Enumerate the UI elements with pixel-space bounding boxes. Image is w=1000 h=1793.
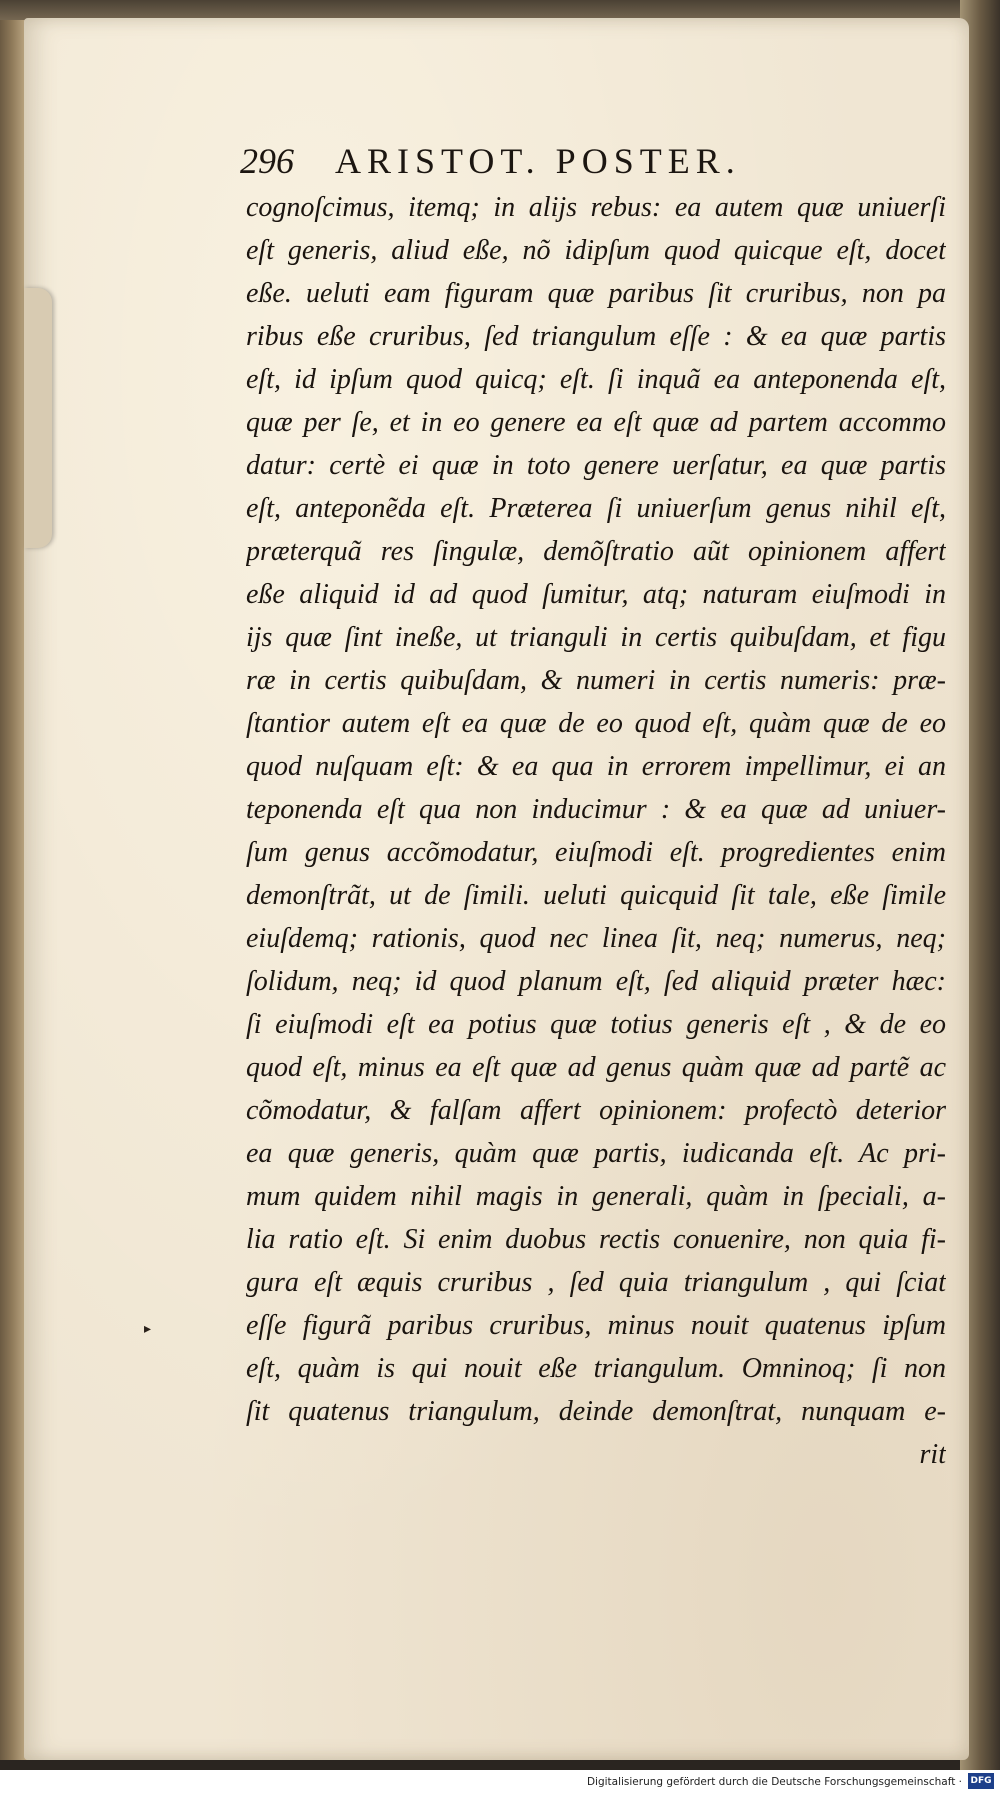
text-line: cõmodatur, & falſam affert opinionem: profectò deterior [246,1095,946,1126]
text-line: quæ per ſe, et in eo genere ea eſt quæ ad partem accommo [246,407,946,438]
text-line: eſſe figurã paribus cruribus, minus nouit quatenus ipſum [246,1310,946,1341]
text-line: ſolidum, neq; id quod planum eſt, ſed aliquid præter hæc: [246,966,946,997]
page-tab-marker [24,288,52,548]
text-line: eſt, quàm is qui nouit eße triangulum. Omninoq; ſi non [246,1353,946,1384]
text-line: quod eſt, minus ea eſt quæ ad genus quàm quæ ad partẽ ac [246,1052,946,1083]
text-line: ræ in certis quibuſdam, & numeri in certis numeris: præ- [246,665,946,696]
text-line: quod nuſquam eſt: & ea qua in errorem impellimur, ei an [246,751,946,782]
text-line: eſt, id ipſum quod quicq; eſt. ſi inquã ea anteponenda eſt, [246,364,946,395]
text-line: lia ratio eſt. Si enim duobus rectis conuenire, non quia fi- [246,1224,946,1255]
text-line: gura eſt æquis cruribus , ſed quia triangulum , qui ſciat [246,1267,946,1298]
text-line: demonſtrãt, ut de ſimili. ueluti quicquid ſit tale, eße ſimile [246,880,946,911]
body-text [246,186,946,1476]
text-line: ſi eiuſmodi eſt ea potius quæ totius generis eſt , & de eo [246,1009,946,1040]
text-line: ea quæ generis, quàm quæ partis, iudicanda eſt. Ac pri- [246,1138,946,1169]
text-line: ſtantior autem eſt ea quæ de eo quod eſt, quàm quæ de eo [246,708,946,739]
text-line: rit [919,1439,946,1470]
text-line: cognoſcimus, itemq; in alijs rebus: ea autem quæ uniuerſi [246,192,946,223]
text-line: mum quidem nihil magis in generali, quàm in ſpeciali, a- [246,1181,946,1212]
text-line: ſit quatenus triangulum, deinde demonſtrat, nunquam e- [246,1396,946,1427]
running-head [240,138,940,184]
margin-mark-icon: ▸ [144,1322,152,1337]
text-line: datur: certè ei quæ in toto genere uerſatur, ea quæ partis [246,450,946,481]
running-head-title: ARISTOT. POSTER. [335,141,741,181]
text-line: eſt generis, aliud eße, nõ idipſum quod quicque eſt, docet [246,235,946,266]
text-line: præterquã res ſingulæ, demõſtratio aũt opinionem affert [246,536,946,567]
text-line: ſum genus accõmodatur, eiuſmodi eſt. progredientes enim [246,837,946,868]
text-line: eſt, anteponẽda eſt. Præterea ſi uniuerſum genus nihil eſt, [246,493,946,524]
text-line: teponenda eſt qua non inducimur : & ea quæ ad uniuer- [246,794,946,825]
text-line: ribus eße cruribus, ſed triangulum eſſe : & ea quæ partis [246,321,946,352]
text-line: ijs quæ ſint ineße, ut trianguli in certis quibuſdam, et figu [246,622,946,653]
funding-credit: Digitalisierung gefördert durch die Deutsche Forschungsgemeinschaft · [586,1776,962,1788]
text-line: eiuſdemq; rationis, quod nec linea ſit, neq; numerus, neq; [246,923,946,954]
digitization-footer [0,1770,1000,1793]
text-line: eße. ueluti eam figuram quæ paribus ſit cruribus, non pa [246,278,946,309]
dfg-logo: DFG [968,1773,994,1789]
text-line: eße aliquid id ad quod ſumitur, atq; naturam eiuſmodi in [246,579,946,610]
page-number: 296 [240,141,294,181]
